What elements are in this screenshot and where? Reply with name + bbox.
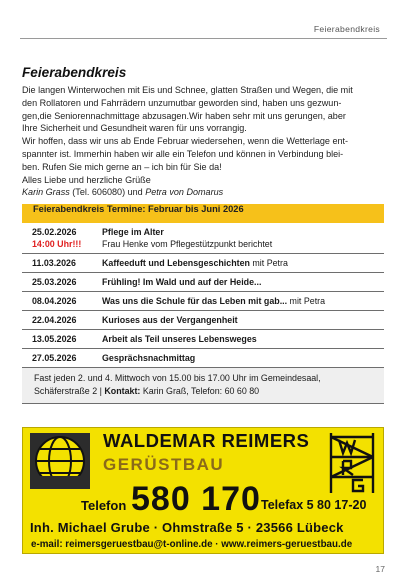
advertisement xyxy=(22,427,384,554)
signature-line xyxy=(22,186,388,199)
event-cell xyxy=(102,223,384,254)
body-text xyxy=(22,84,388,199)
table-row xyxy=(22,223,384,254)
event-subtitle: Frau Henke vom Pflegestützpunkt berichtet xyxy=(102,239,273,249)
event-cell xyxy=(102,292,384,311)
signature-name-2: Petra von Domarus xyxy=(145,187,224,198)
event-date-cell xyxy=(22,223,102,254)
event-time: 14:00 Uhr!!! xyxy=(32,239,82,249)
header-rule xyxy=(20,38,387,39)
schedule-info-row xyxy=(22,368,384,404)
event-cell xyxy=(102,254,384,273)
company-name: WALDEMAR REIMERS xyxy=(103,430,310,451)
body-line: den Rollatoren und Fahrrädern unzumutbar geworden sind, haben uns gezwun- xyxy=(22,97,342,108)
table-row xyxy=(22,330,384,349)
event-date: 22.04.2026 xyxy=(22,311,102,330)
signature-tel: (Tel. 606080) und xyxy=(69,187,146,198)
event-date: 11.03.2026 xyxy=(22,254,102,273)
phone-label: Telefon xyxy=(81,498,127,513)
company-address: Inh. Michael Grube · Ohmstraße 5 · 23566 Lübeck xyxy=(30,520,344,535)
info-contact: Karin Graß, Telefon: 60 60 80 xyxy=(140,386,260,396)
page-number: 17 xyxy=(375,564,385,574)
body-line: Ihre Sicherheit und Gesundheit waren für uns vorrangig. xyxy=(22,123,247,134)
event-title: Kaffeeduft und Lebensgeschichten xyxy=(102,258,250,268)
event-title: Pflege im Alter xyxy=(102,227,164,237)
event-title: Gesprächsnachmittag xyxy=(102,349,384,368)
body-line: ben. Rufen Sie mich gerne an – ich bin für Sie da! xyxy=(22,161,222,172)
table-row xyxy=(22,311,384,330)
event-title: Was uns die Schule für das Leben mit gab... xyxy=(102,296,288,306)
schedule-header: Feierabendkreis Termine: Februar bis Juni 2026 xyxy=(33,204,244,214)
schedule-header-row xyxy=(22,204,384,223)
event-host: mit Petra xyxy=(249,258,288,268)
company-trade: GERÜSTBAU xyxy=(103,455,225,474)
schedule-table xyxy=(22,204,384,404)
signature-name-1: Karin Grass xyxy=(22,187,70,198)
company-contact-web: e-mail: reimersgeruestbau@t-online.de · www.reimers-geruestbau.de xyxy=(31,539,353,550)
event-date: 27.05.2026 xyxy=(22,349,102,368)
table-row xyxy=(22,273,384,292)
event-date: 13.05.2026 xyxy=(22,330,102,349)
info-address: Schäferstraße 2 | xyxy=(34,386,105,396)
table-row xyxy=(22,349,384,368)
globe-logo-icon xyxy=(29,432,91,490)
event-date: 25.03.2026 xyxy=(22,273,102,292)
body-line: Wir hoffen, dass wir uns ab Ende Februar wiedersehen, wenn die Wetterlage ent- xyxy=(22,136,349,147)
phone-number: 580 170 xyxy=(131,480,261,518)
body-line: Alles Liebe und herzliche Grüße xyxy=(22,174,151,185)
event-title: Arbeit als Teil unseres Lebensweges xyxy=(102,330,384,349)
body-line: spannter ist. Immerhin haben wir alle ein Telefon und können in Verbindung blei- xyxy=(22,148,344,159)
body-line: Die langen Winterwochen mit Eis und Schnee, glatten Straßen und Wegen, die mit xyxy=(22,85,353,95)
scaffold-logo-icon xyxy=(325,431,379,495)
event-date: 25.02.2026 xyxy=(32,227,77,237)
event-title: Kurioses aus der Vergangenheit xyxy=(102,311,384,330)
table-row xyxy=(22,292,384,311)
info-line-1: Fast jeden 2. und 4. Mittwoch von 15.00 bis 17.00 Uhr im Gemeindesaal, xyxy=(34,373,321,383)
event-date: 08.04.2026 xyxy=(22,292,102,311)
event-title: Frühling! Im Wald und auf der Heide... xyxy=(102,273,384,292)
table-row xyxy=(22,254,384,273)
body-line: gen,die Seniorennachmittage abzusagen.Wir haben sehr mit uns gerungen, aber xyxy=(22,110,346,121)
info-contact-label: Kontakt: xyxy=(104,386,141,396)
schedule-info xyxy=(22,368,384,404)
event-host: mit Petra xyxy=(287,296,326,306)
fax-number: Telefax 5 80 17-20 xyxy=(261,498,367,512)
section-title: Feierabendkreis xyxy=(22,65,127,80)
running-header: Feierabendkreis xyxy=(313,24,380,34)
